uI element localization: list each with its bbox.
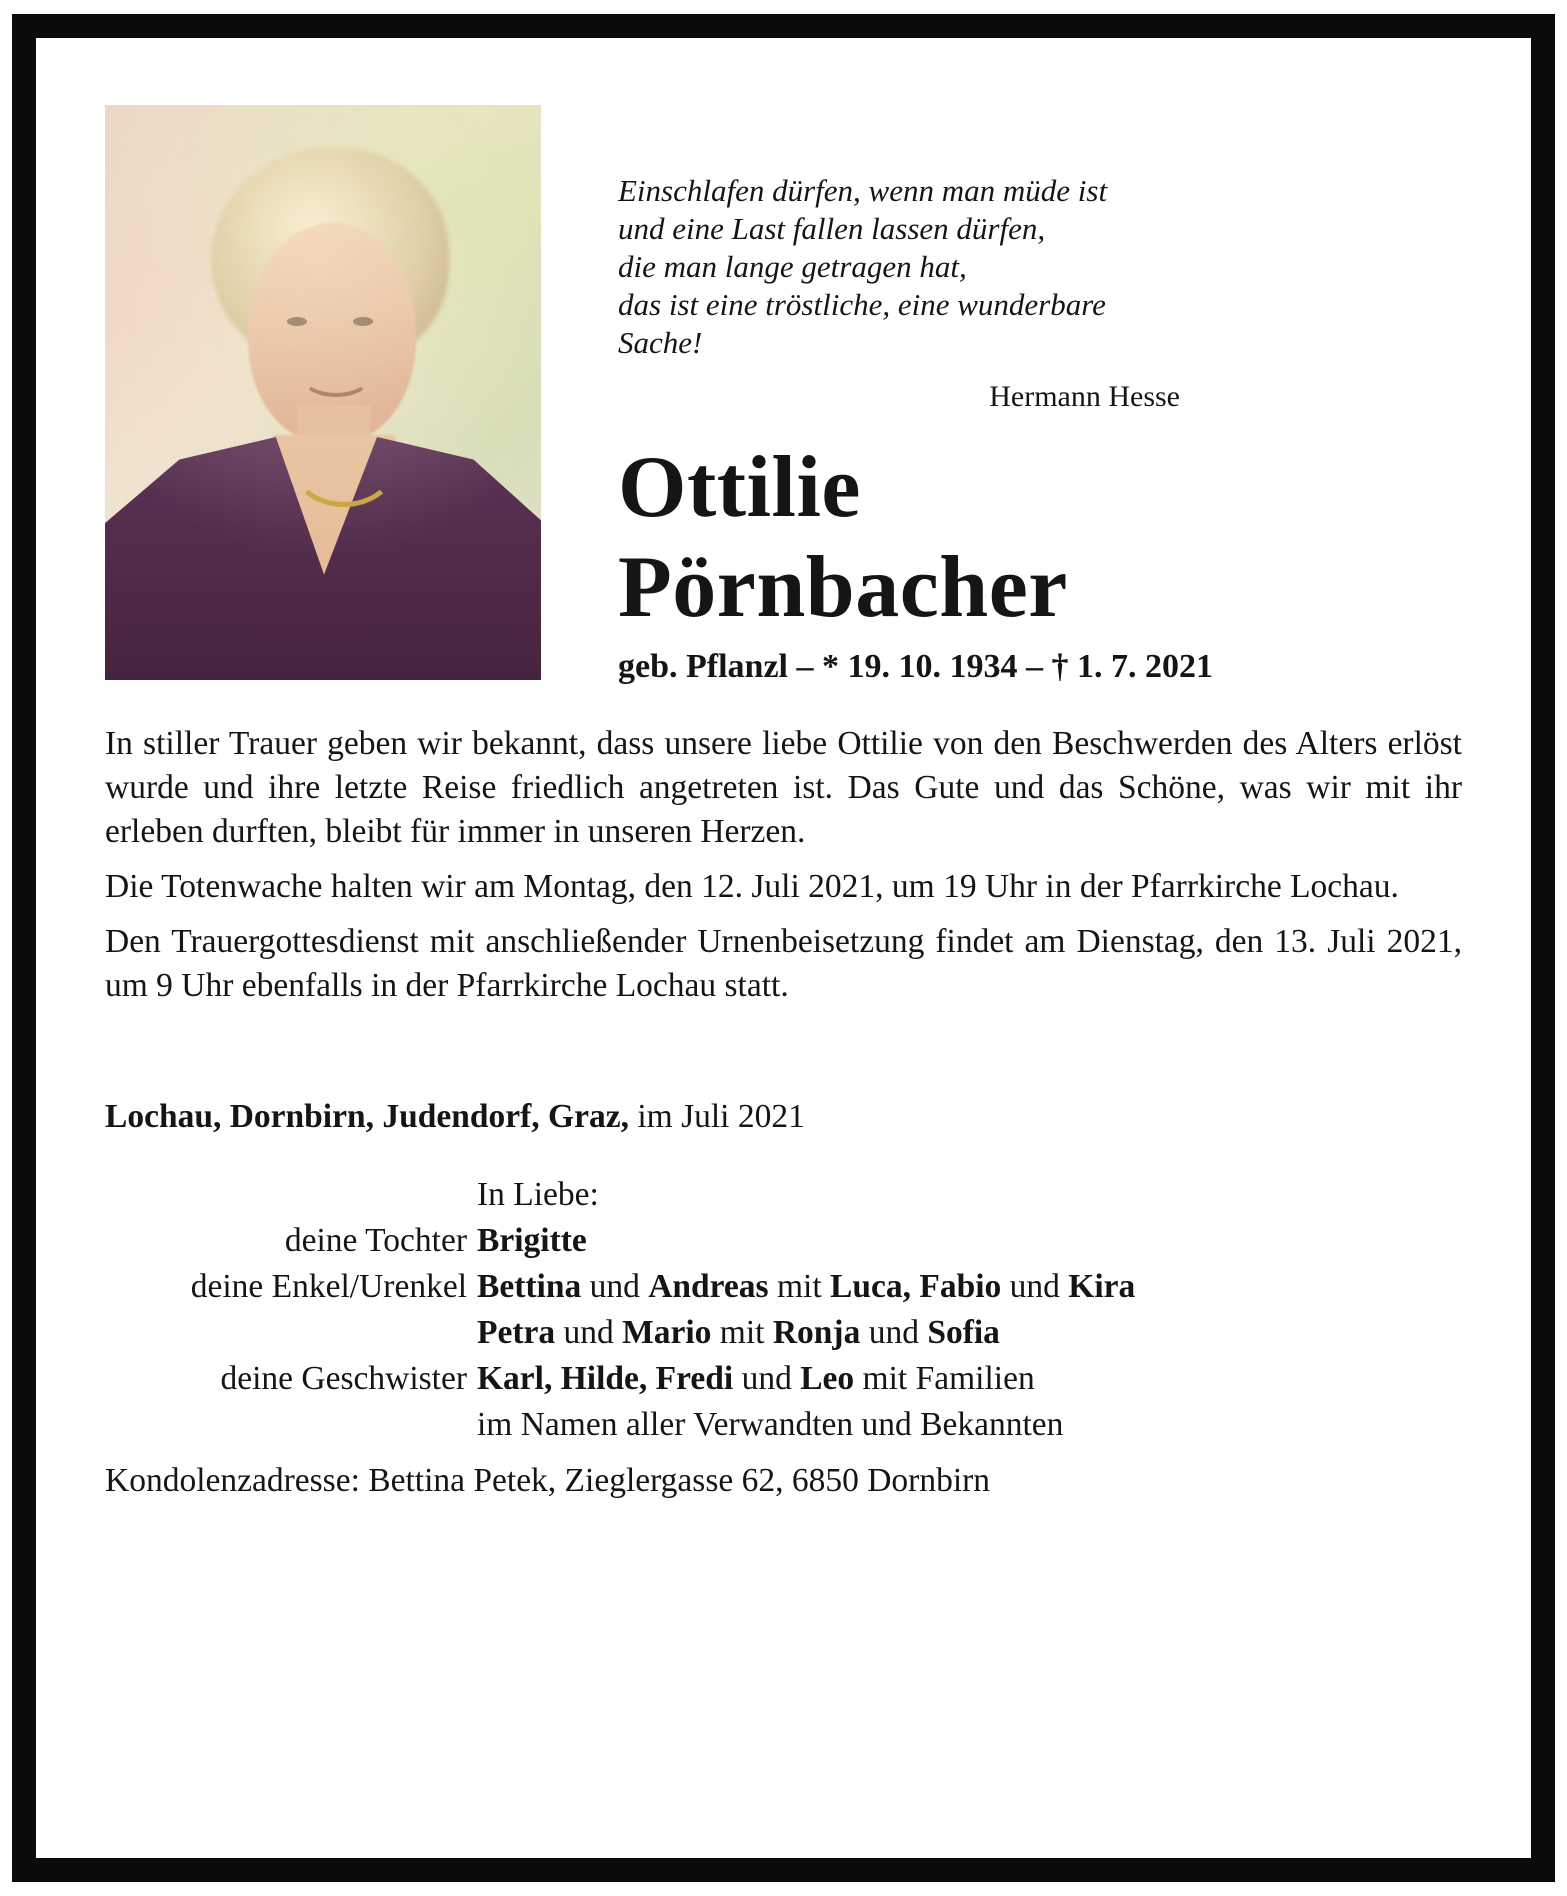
family-relation-label: deine Geschwister bbox=[220, 1360, 467, 1397]
photo-chest bbox=[273, 435, 395, 605]
family-name: Luca, Fabio bbox=[830, 1268, 1002, 1305]
family-name: Brigitte bbox=[477, 1222, 587, 1259]
photo-face bbox=[248, 223, 416, 443]
family-block bbox=[105, 1172, 1462, 1448]
family-heading-row bbox=[105, 1172, 1462, 1218]
photo-eye bbox=[353, 317, 373, 326]
portrait-photo bbox=[105, 105, 541, 680]
family-name: Petra bbox=[477, 1314, 556, 1351]
places-rest: im Juli 2021 bbox=[628, 1098, 805, 1135]
family-row bbox=[105, 1264, 1462, 1310]
deceased-last-name: Pörnbacher bbox=[618, 539, 1068, 636]
photo-eye bbox=[287, 317, 307, 326]
family-heading: In Liebe: bbox=[477, 1176, 599, 1213]
family-name: Andreas bbox=[648, 1268, 769, 1305]
family-relation-label bbox=[105, 1402, 477, 1448]
condolence-address: Kondolenzadresse: Bettina Petek, Zieglergasse 62, 6850 Dornbirn bbox=[105, 1462, 991, 1499]
family-name-connector: und bbox=[860, 1314, 928, 1351]
deceased-name bbox=[618, 438, 1068, 638]
family-name: Mario bbox=[622, 1314, 712, 1351]
family-name-connector: und bbox=[733, 1360, 801, 1397]
family-names bbox=[477, 1218, 1462, 1264]
quote-attribution: Hermann Hesse bbox=[989, 380, 1180, 413]
quote-line: Einschlafen dürfen, wenn man müde ist bbox=[618, 173, 1108, 208]
memorial-quote bbox=[618, 172, 1190, 416]
photo-hair bbox=[211, 147, 449, 369]
announcement-text bbox=[105, 722, 1462, 1019]
quote-line: das ist eine tröstliche, eine wunderbare Sache! bbox=[618, 287, 1106, 360]
photo-smile bbox=[301, 357, 371, 397]
deceased-first-name: Ottilie bbox=[618, 439, 861, 536]
family-name-connector: im Namen aller Verwandten und Bekannten bbox=[477, 1406, 1064, 1443]
quote-line: und eine Last fallen lassen dürfen, bbox=[618, 211, 1046, 246]
family-name-connector: und bbox=[581, 1268, 649, 1305]
family-row bbox=[105, 1356, 1462, 1402]
family-relation-label bbox=[105, 1172, 477, 1218]
family-name: Karl, Hilde, Fredi bbox=[477, 1360, 734, 1397]
photo-sweater bbox=[105, 437, 541, 680]
family-names bbox=[477, 1310, 1462, 1356]
places-bold: Lochau, Dornbirn, Judendorf, Graz, bbox=[105, 1098, 629, 1135]
family-names bbox=[477, 1402, 1462, 1448]
family-names bbox=[477, 1264, 1462, 1310]
family-name-connector: mit bbox=[711, 1314, 773, 1351]
quote-line: die man lange getragen hat, bbox=[618, 249, 967, 284]
family-name: Sofia bbox=[927, 1314, 1000, 1351]
family-name-connector: mit Familien bbox=[854, 1360, 1035, 1397]
family-name-connector: und bbox=[1001, 1268, 1069, 1305]
photo-neck bbox=[297, 405, 371, 491]
family-name: Leo bbox=[800, 1360, 855, 1397]
family-name: Ronja bbox=[772, 1314, 861, 1351]
family-row bbox=[105, 1402, 1462, 1448]
family-relation-label: deine Tochter bbox=[284, 1222, 467, 1259]
family-names bbox=[477, 1356, 1462, 1402]
family-relation-label: deine Enkel/Urenkel bbox=[190, 1268, 467, 1305]
announcement-paragraph-1: In stiller Trauer geben wir bekannt, dass unsere liebe Ottilie von den Beschwerden des Alters erlöst wurde und ihre letzte Reise friedlich angetreten ist. Das Gute und das Schöne, was wir mit ihr erleben durften, bleibt für immer in unseren Herzen. bbox=[105, 725, 1462, 850]
family-rows bbox=[105, 1218, 1462, 1448]
family-row bbox=[105, 1310, 1462, 1356]
announcement-paragraph-2: Die Totenwache halten wir am Montag, den 12. Juli 2021, um 19 Uhr in der Pfarrkirche Lochau. bbox=[105, 868, 1399, 905]
family-row bbox=[105, 1218, 1462, 1264]
family-name: Kira bbox=[1068, 1268, 1136, 1305]
photo-necklace bbox=[291, 423, 397, 507]
family-name-connector: und bbox=[555, 1314, 623, 1351]
family-relation-label bbox=[105, 1310, 477, 1356]
places-line bbox=[105, 1098, 805, 1136]
family-name-connector: mit bbox=[768, 1268, 831, 1305]
family-name: Bettina bbox=[477, 1268, 582, 1305]
life-dates: geb. Pflanzl – * 19. 10. 1934 – † 1. 7. 2021 bbox=[618, 648, 1213, 685]
announcement-paragraph-3: Den Trauergottesdienst mit anschließender Urnenbeisetzung findet am Dienstag, den 13. Juli 2021, um 9 Uhr ebenfalls in der Pfarrkirche Lochau statt. bbox=[105, 923, 1462, 1004]
